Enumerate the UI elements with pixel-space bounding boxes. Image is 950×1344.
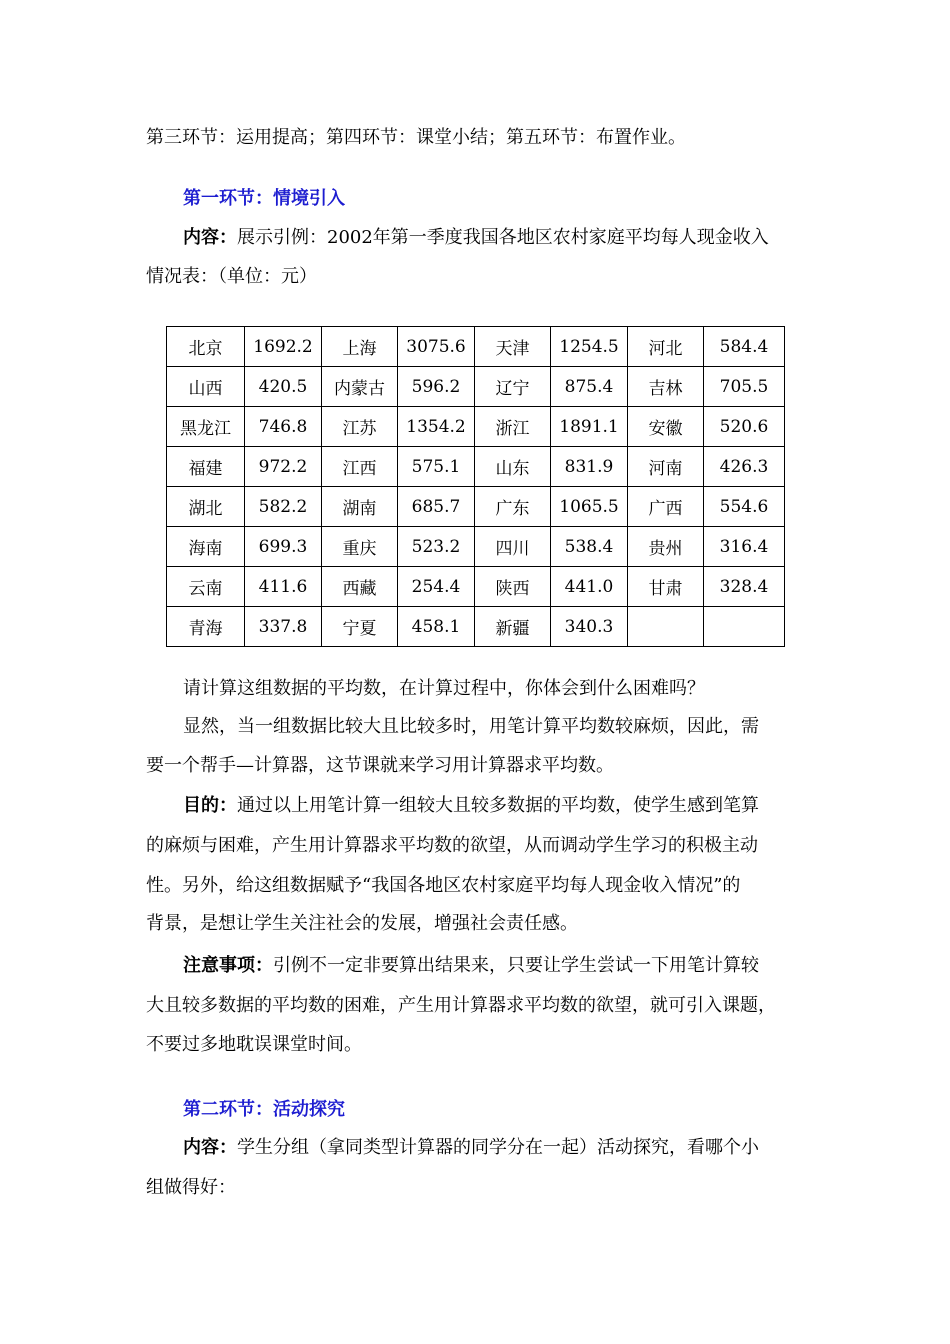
income-cell: 328.4 bbox=[704, 567, 785, 607]
income-cell: 584.4 bbox=[704, 327, 785, 367]
region-cell: 陕西 bbox=[475, 567, 551, 607]
table-row bbox=[167, 367, 785, 407]
region-cell: 云南 bbox=[167, 567, 245, 607]
table-row bbox=[167, 527, 785, 567]
region-cell: 海南 bbox=[167, 527, 245, 567]
income-cell: 3075.6 bbox=[398, 327, 475, 367]
income-cell: 575.1 bbox=[398, 447, 475, 487]
income-cell: 699.3 bbox=[245, 527, 322, 567]
income-cell: 582.2 bbox=[245, 487, 322, 527]
region-cell: 天津 bbox=[475, 327, 551, 367]
income-cell: 426.3 bbox=[704, 447, 785, 487]
region-cell: 新疆 bbox=[475, 607, 551, 647]
income-cell: 441.0 bbox=[551, 567, 628, 607]
region-cell: 吉林 bbox=[628, 367, 704, 407]
income-cell: 411.6 bbox=[245, 567, 322, 607]
region-cell: 湖北 bbox=[167, 487, 245, 527]
income-cell: 523.2 bbox=[398, 527, 475, 567]
section2-content-text: 学生分组（拿同类型计算器的同学分在一起）活动探究，看哪个小 bbox=[237, 1137, 759, 1158]
section1-content-line1 bbox=[183, 229, 769, 247]
notes-line3: 不要过多地耽误课堂时间。 bbox=[146, 1034, 362, 1055]
region-cell: 江西 bbox=[322, 447, 398, 487]
region-cell: 福建 bbox=[167, 447, 245, 487]
region-cell: 四川 bbox=[475, 527, 551, 567]
region-cell: 广东 bbox=[475, 487, 551, 527]
region-cell: 河南 bbox=[628, 447, 704, 487]
income-cell: 875.4 bbox=[551, 367, 628, 407]
section1-heading: 第一环节：情境引入 bbox=[183, 188, 345, 209]
region-cell: 河北 bbox=[628, 327, 704, 367]
region-cell: 江苏 bbox=[322, 407, 398, 447]
income-cell: 596.2 bbox=[398, 367, 475, 407]
notes-text: 引例不一定非要算出结果来，只要让学生尝试一下用笔计算较 bbox=[273, 955, 759, 976]
income-cell: 337.8 bbox=[245, 607, 322, 647]
income-cell: 1692.2 bbox=[245, 327, 322, 367]
income-cell: 705.5 bbox=[704, 367, 785, 407]
explain-line2: 要一个帮手—计算器，这节课就来学习用计算器求平均数。 bbox=[146, 755, 614, 776]
region-cell: 山东 bbox=[475, 447, 551, 487]
table-row bbox=[167, 567, 785, 607]
region-cell: 贵州 bbox=[628, 527, 704, 567]
purpose-line1 bbox=[183, 797, 759, 815]
income-cell: 254.4 bbox=[398, 567, 475, 607]
table-row bbox=[167, 487, 785, 527]
purpose-text: 通过以上用笔计算一组较大且较多数据的平均数，使学生感到笔算 bbox=[237, 795, 759, 816]
income-cell: 1354.2 bbox=[398, 407, 475, 447]
section2-content-line2: 组做得好： bbox=[146, 1177, 236, 1198]
notes-label: 注意事项： bbox=[183, 955, 273, 976]
income-cell: 685.7 bbox=[398, 487, 475, 527]
income-cell: 458.1 bbox=[398, 607, 475, 647]
income-cell: 972.2 bbox=[245, 447, 322, 487]
region-cell: 上海 bbox=[322, 327, 398, 367]
region-cell: 重庆 bbox=[322, 527, 398, 567]
income-cell: 746.8 bbox=[245, 407, 322, 447]
section2-heading: 第二环节：活动探究 bbox=[183, 1099, 345, 1120]
explain-line1: 显然，当一组数据比较大且比较多时，用笔计算平均数较麻烦，因此，需 bbox=[183, 716, 759, 737]
region-cell: 甘肃 bbox=[628, 567, 704, 607]
region-cell: 湖南 bbox=[322, 487, 398, 527]
income-cell: 831.9 bbox=[551, 447, 628, 487]
notes-line2: 大且较多数据的平均数的困难，产生用计算器求平均数的欲望，就可引入课题， bbox=[146, 995, 776, 1016]
region-cell: 山西 bbox=[167, 367, 245, 407]
region-cell: 青海 bbox=[167, 607, 245, 647]
income-cell: 520.6 bbox=[704, 407, 785, 447]
region-cell: 安徽 bbox=[628, 407, 704, 447]
income-cell: 1254.5 bbox=[551, 327, 628, 367]
question-line: 请计算这组数据的平均数，在计算过程中，你体会到什么困难吗？ bbox=[183, 678, 705, 699]
section2-content-line1 bbox=[183, 1139, 759, 1157]
income-cell: 1065.5 bbox=[551, 487, 628, 527]
intro-line: 第三环节：运用提高；第四环节：课堂小结；第五环节：布置作业。 bbox=[146, 127, 686, 148]
region-cell bbox=[628, 607, 704, 647]
region-cell: 辽宁 bbox=[475, 367, 551, 407]
region-cell: 西藏 bbox=[322, 567, 398, 607]
income-cell: 316.4 bbox=[704, 527, 785, 567]
table-row bbox=[167, 407, 785, 447]
purpose-line4: 背景，是想让学生关注社会的发展，增强社会责任感。 bbox=[146, 913, 578, 934]
region-cell: 北京 bbox=[167, 327, 245, 367]
region-cell: 广西 bbox=[628, 487, 704, 527]
section1-content-text: 展示引例：2002年第一季度我国各地区农村家庭平均每人现金收入 bbox=[237, 227, 769, 248]
income-cell: 1891.1 bbox=[551, 407, 628, 447]
purpose-line3: 性。另外，给这组数据赋予“我国各地区农村家庭平均每人现金收入情况”的 bbox=[146, 875, 741, 896]
income-cell: 538.4 bbox=[551, 527, 628, 567]
notes-line1 bbox=[183, 957, 759, 975]
section1-content-label: 内容： bbox=[183, 227, 237, 248]
income-cell: 340.3 bbox=[551, 607, 628, 647]
purpose-label: 目的： bbox=[183, 795, 237, 816]
table-row bbox=[167, 447, 785, 487]
income-cell: 420.5 bbox=[245, 367, 322, 407]
income-cell bbox=[704, 607, 785, 647]
table-row bbox=[167, 327, 785, 367]
region-cell: 内蒙古 bbox=[322, 367, 398, 407]
table-row bbox=[167, 607, 785, 647]
income-table bbox=[166, 326, 785, 647]
section2-content-label: 内容： bbox=[183, 1137, 237, 1158]
region-cell: 宁夏 bbox=[322, 607, 398, 647]
region-cell: 黑龙江 bbox=[167, 407, 245, 447]
region-cell: 浙江 bbox=[475, 407, 551, 447]
purpose-line2: 的麻烦与困难，产生用计算器求平均数的欲望，从而调动学生学习的积极主动 bbox=[146, 835, 758, 856]
income-cell: 554.6 bbox=[704, 487, 785, 527]
section1-content-line2: 情况表：（单位：元） bbox=[146, 266, 317, 287]
